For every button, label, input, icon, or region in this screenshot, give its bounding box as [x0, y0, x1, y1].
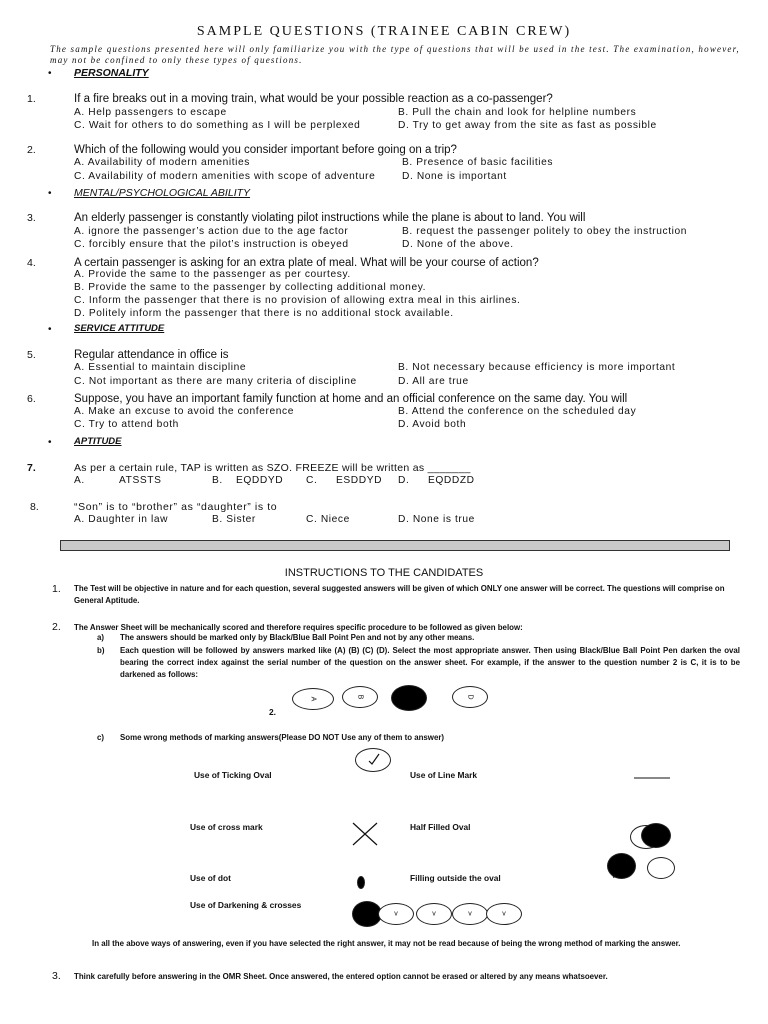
- example-oval-a: A: [292, 688, 334, 710]
- option-b: B. Sister: [212, 514, 256, 525]
- option-b: B. Not necessary because efficiency is more important: [398, 362, 676, 373]
- option-a: A. ignore the passenger’s action due to the age factor: [74, 226, 349, 237]
- option-b-label: B.: [212, 475, 223, 486]
- option-c: C. Not important as there are many criteria of discipline: [74, 376, 357, 387]
- question-number: 6.: [27, 393, 36, 405]
- option-a-label: A.: [74, 475, 85, 486]
- question-stem: As per a certain rule, TAP is written as SZO. FREEZE will be written as _______: [74, 462, 471, 474]
- question-stem: If a fire breaks out in a moving train, what would be your possible reaction as a co-passenger?: [74, 93, 553, 105]
- instruction-2: The Answer Sheet will be mechanically scored and therefore requires specific procedure to be followed as given below:: [74, 623, 523, 632]
- option-a: A. Daughter in law: [74, 514, 169, 525]
- question-number: 4.: [27, 257, 36, 269]
- option-b: B. Pull the chain and look for helpline numbers: [398, 107, 637, 118]
- page-title: SAMPLE QUESTIONS (TRAINEE CABIN CREW): [196, 24, 572, 39]
- option-c-label: C.: [306, 475, 318, 486]
- option-d: D. None is true: [398, 514, 475, 525]
- instruction-2c: Some wrong methods of marking answers(Please DO NOT Use any of them to answer): [120, 733, 445, 742]
- label-ticking-oval: Use of Ticking Oval: [194, 770, 272, 780]
- tick-mark-icon: [368, 753, 380, 765]
- section-personality: PERSONALITY: [74, 67, 149, 79]
- example-oval-d: D: [452, 686, 488, 708]
- question-number: 3.: [27, 212, 36, 224]
- instructions-title: INSTRUCTIONS TO THE CANDIDATES: [284, 567, 484, 579]
- sub-label-a: a): [97, 633, 105, 642]
- label-line-mark: Use of Line Mark: [410, 770, 478, 780]
- option-d: D. None is important: [402, 171, 507, 182]
- section-mental: MENTAL/PSYCHOLOGICAL ABILITY: [74, 187, 251, 199]
- bullet-icon: •: [48, 188, 52, 199]
- cross-mark-icon: [352, 822, 378, 846]
- section-service: SERVICE ATTITUDE: [74, 323, 165, 334]
- question-stem: “Son” is to “brother” as “daughter” is to: [74, 501, 278, 513]
- instruction-2a: The answers should be marked only by Black/Blue Ball Point Pen and not by any other means.: [120, 633, 475, 642]
- example-oval-b: B: [342, 686, 378, 708]
- crossed-oval-4: v: [486, 903, 522, 925]
- option-d-value: EQDDZD: [428, 475, 475, 486]
- small-v-icon: v: [612, 873, 616, 880]
- label-cross-mark: Use of cross mark: [190, 822, 263, 832]
- example-question-number: 2.: [269, 707, 276, 717]
- instruction-2b: Each question will be followed by answers marked like (A) (B) (C) (D). Select the most appropriate answer. Then using Black/Blue Ball Point Pen darken the oval bearing the correct index against the serial number of the question on the answer sheet. For example, if the answer to the question number 2 is C, it is to be darkened as follows:: [120, 646, 740, 679]
- bullet-icon: •: [48, 68, 52, 79]
- crossed-oval-1: v: [378, 903, 414, 925]
- empty-oval: [647, 857, 675, 879]
- option-a: A. Availability of modern amenities: [74, 157, 250, 168]
- label-half-filled: Half Filled Oval: [410, 822, 471, 832]
- label-filling-outside: Filling outside the oval: [410, 873, 501, 883]
- option-a-value: ATSSTS: [119, 475, 162, 486]
- option-d: D. Avoid both: [398, 419, 467, 430]
- option-c: C. Niece: [306, 514, 350, 525]
- option-a: A. Essential to maintain discipline: [74, 362, 247, 373]
- bullet-icon: •: [48, 437, 52, 448]
- bullet-icon: •: [48, 324, 52, 335]
- option-a: A. Make an excuse to avoid the conference: [74, 406, 294, 417]
- question-number: 5.: [27, 349, 36, 361]
- half-filled-oval-dark: [641, 823, 671, 848]
- option-b: B. Presence of basic facilities: [402, 157, 554, 168]
- instruction-number: 3.: [52, 970, 61, 982]
- question-stem: An elderly passenger is constantly violating pilot instructions while the plane is about to land. You will: [74, 212, 586, 224]
- option-b: B. request the passenger politely to obey the instruction: [402, 226, 688, 237]
- question-stem: Suppose, you have an important family function at home and an official conference on the same day. You will: [74, 393, 628, 405]
- intro-text: The sample questions presented here will only familiarize you with the type of questions that will be used in the test. The examination, however, may not be confined to only these types of questions.: [50, 44, 740, 65]
- question-number: 1.: [27, 93, 36, 105]
- crossed-oval-2: v: [416, 903, 452, 925]
- option-a: A. Help passengers to escape: [74, 107, 227, 118]
- option-c: C. forcibly ensure that the pilot’s instruction is obeyed: [74, 239, 349, 250]
- question-number: 2.: [27, 144, 36, 156]
- marking-note: In all the above ways of answering, even if you have selected the right answer, it may not be read because of being the wrong method of marking the answer.: [92, 939, 681, 948]
- option-b: B. Provide the same to the passenger by collecting additional money.: [74, 282, 427, 293]
- dot-mark-icon: [357, 876, 365, 889]
- sub-label-c: c): [97, 733, 105, 742]
- label-darkening-crosses: Use of Darkening & crosses: [190, 900, 302, 910]
- instruction-3: Think carefully before answering in the OMR Sheet. Once answered, the entered option cannot be erased or altered by any means whatsoever.: [74, 972, 608, 981]
- option-c: C. Try to attend both: [74, 419, 179, 430]
- instruction-number: 2.: [52, 621, 61, 633]
- option-c-value: ESDDYD: [336, 475, 383, 486]
- option-b: B. Attend the conference on the scheduled day: [398, 406, 637, 417]
- section-aptitude: APTITUDE: [74, 436, 122, 447]
- option-d-label: D.: [398, 475, 410, 486]
- label-dot: Use of dot: [190, 873, 231, 883]
- section-divider: [60, 540, 730, 551]
- instruction-number: 1.: [52, 583, 61, 595]
- option-d: D. All are true: [398, 376, 469, 387]
- option-d: D. None of the above.: [402, 239, 514, 250]
- option-d: D. Politely inform the passenger that there is no additional stock available.: [74, 308, 454, 319]
- question-stem: Regular attendance in office is: [74, 349, 229, 361]
- instruction-1: The Test will be objective in nature and for each question, several suggested answers will be given of which ONLY one answer will be correct. The questions will comprise on General Aptitude.: [74, 584, 725, 605]
- question-number: 8.: [30, 501, 39, 513]
- sub-label-b: b): [97, 646, 105, 655]
- question-stem: Which of the following would you consider important before going on a trip?: [74, 144, 457, 156]
- question-number: 7.: [27, 462, 36, 474]
- option-b-value: EQDDYD: [236, 475, 284, 486]
- option-a: A. Provide the same to the passenger as per courtesy.: [74, 269, 351, 280]
- option-c: C. Inform the passenger that there is no provision of allowing extra meal in this airlines.: [74, 295, 521, 306]
- crossed-oval-3: v: [452, 903, 488, 925]
- option-d: D. Try to get away from the site as fast as possible: [398, 120, 657, 131]
- line-mark-icon: [634, 777, 670, 779]
- example-oval-c-filled: C: [391, 685, 427, 711]
- option-c: C. Availability of modern amenities with scope of adventure: [74, 171, 376, 182]
- question-stem: A certain passenger is asking for an extra plate of meal. What will be your course of action?: [74, 257, 539, 269]
- option-c: C. Wait for others to do something as I will be perplexed: [74, 120, 361, 131]
